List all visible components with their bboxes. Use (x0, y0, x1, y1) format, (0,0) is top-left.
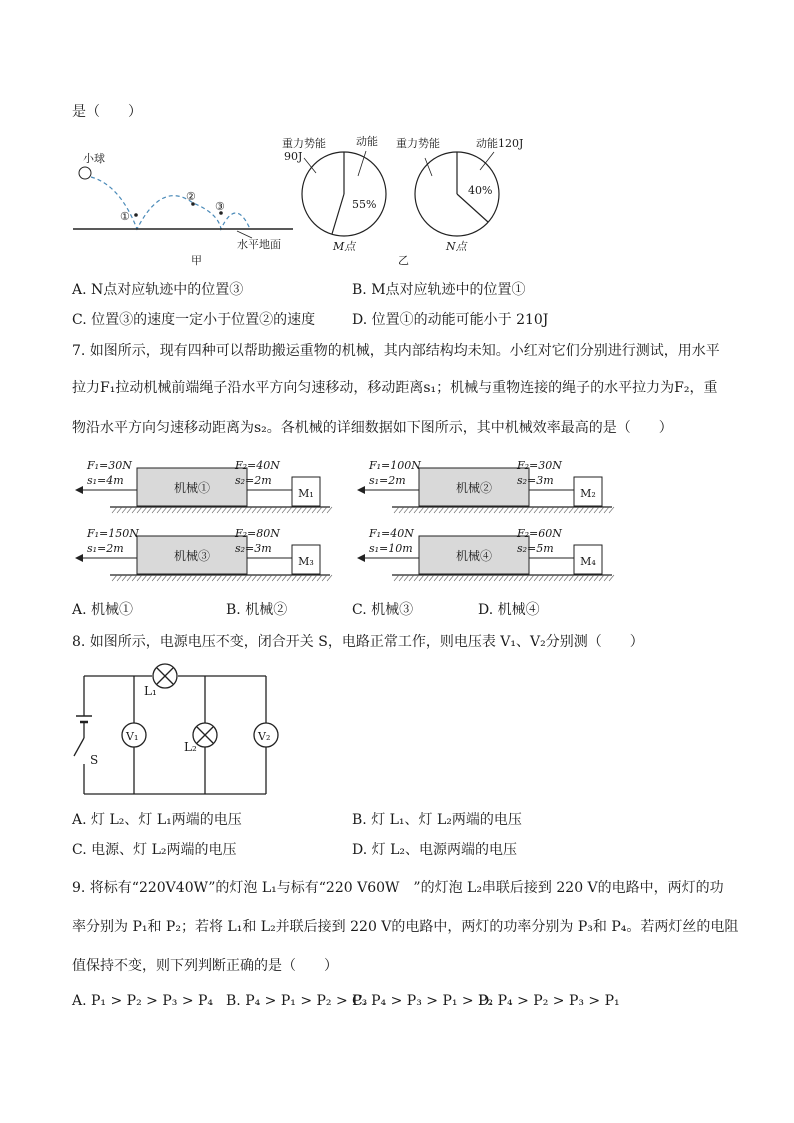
q9-option-c[interactable]: C. P₄ > P₃ > P₁ > P₂ (352, 993, 494, 1009)
f1-label-4: F₁=40N (369, 527, 414, 540)
f2-label-4: F₂=60N (517, 527, 562, 540)
s1-label-1: s₁=4m (87, 474, 124, 487)
ground-hatch (162, 507, 167, 513)
ground-hatch (444, 575, 449, 581)
pie-n-ke-label: 动能120J (476, 137, 524, 150)
ground-hatch (449, 507, 454, 513)
ground-hatch (489, 507, 494, 513)
ground-hatch (454, 507, 459, 513)
ground-hatch (322, 575, 327, 581)
ground-hatch (479, 575, 484, 581)
ground-hatch (439, 507, 444, 513)
pull-arrow-2 (357, 486, 365, 494)
ground-hatch (534, 575, 539, 581)
ground-hatch (499, 575, 504, 581)
ground-hatch (424, 507, 429, 513)
ground-hatch (474, 575, 479, 581)
weight-label-1: M₁ (298, 487, 314, 500)
ground-hatch (237, 575, 242, 581)
ground-hatch (312, 575, 317, 581)
ground-hatch (127, 575, 132, 581)
q6-option-c[interactable]: C. 位置③的速度一定小于位置②的速度 (72, 312, 316, 328)
ground-hatch (142, 507, 147, 513)
q9-option-b[interactable]: B. P₄ > P₁ > P₂ > P₃ (226, 993, 368, 1009)
ground-hatch (464, 507, 469, 513)
ground-hatch (272, 507, 277, 513)
ground-hatch (157, 507, 162, 513)
q7-stem-line1: 7. 如图所示，现有四种可以帮助搬运重物的机械，其内部结构均未知。小红对它们分别进行测试，用水平 (72, 343, 720, 359)
ground-hatch (122, 507, 127, 513)
ground-hatch (242, 507, 247, 513)
ground-hatch (434, 575, 439, 581)
ground-hatch (307, 507, 312, 513)
ground-hatch (237, 507, 242, 513)
pie-m-ke-label: 动能 (356, 135, 378, 148)
ground-hatch (277, 575, 282, 581)
ground-hatch (287, 575, 292, 581)
ground-hatch (409, 575, 414, 581)
ground-hatch (504, 507, 509, 513)
ground-hatch (182, 575, 187, 581)
ground-hatch (484, 507, 489, 513)
ground-hatch (207, 507, 212, 513)
ground-hatch (549, 507, 554, 513)
ground-hatch (312, 507, 317, 513)
ground-hatch (317, 507, 322, 513)
ground-hatch (192, 575, 197, 581)
circuit-labels (90, 684, 270, 767)
pie-m-divider (332, 194, 344, 234)
ground-hatch (494, 507, 499, 513)
ground-hatch (544, 507, 549, 513)
ground-hatch (197, 507, 202, 513)
ground-hatch (539, 575, 544, 581)
pie-n-point: N点 (446, 240, 467, 253)
pull-arrow-1 (75, 486, 83, 494)
switch-s-label: S (90, 753, 99, 767)
ground-hatch (232, 575, 237, 581)
machine-name-1: 机械① (173, 481, 211, 495)
ground-hatch (469, 507, 474, 513)
ground-hatch (132, 507, 137, 513)
ground-hatch (599, 575, 604, 581)
q8-option-c[interactable]: C. 电源、灯 L₂两端的电压 (72, 842, 237, 858)
ground-hatch (257, 507, 262, 513)
ground-hatch (207, 575, 212, 581)
ground-hatch (262, 575, 267, 581)
ground-hatch (609, 575, 614, 581)
ground-hatch (252, 575, 257, 581)
s2-label-4: s₂=5m (517, 542, 554, 555)
ground-hatch (262, 507, 267, 513)
point-2-label: ② (186, 190, 196, 203)
ground-hatch (444, 507, 449, 513)
q6-option-a[interactable]: A. N点对应轨迹中的位置③ (72, 282, 244, 298)
ground-hatch (594, 507, 599, 513)
pie-chart-m (282, 134, 386, 253)
voltmeter-v2-label: V₂ (258, 730, 271, 743)
point-3-label: ③ (215, 200, 225, 213)
ground-hatch (404, 507, 409, 513)
ground-hatch (589, 575, 594, 581)
q7-option-d[interactable]: D. 机械④ (478, 602, 540, 618)
point-1-label: ① (120, 210, 130, 223)
ground-hatch (509, 575, 514, 581)
ground-hatch (479, 507, 484, 513)
ground-hatch (132, 575, 137, 581)
ground-hatch (127, 507, 132, 513)
q9-option-a[interactable]: A. P₁ > P₂ > P₃ > P₄ (72, 993, 214, 1009)
weight-label-4: M₄ (580, 555, 596, 568)
ground-hatch (302, 507, 307, 513)
ground-hatch (187, 507, 192, 513)
pull-arrow-3 (75, 554, 83, 562)
s1-label-2: s₁=2m (369, 474, 406, 487)
q6-stem-tail: 是（ ） (72, 104, 142, 120)
ground-hatch (574, 575, 579, 581)
ground-hatch (202, 575, 207, 581)
fig2-caption: 乙 (398, 254, 409, 267)
ground-hatch (222, 507, 227, 513)
ground-hatch (514, 507, 519, 513)
q7-option-c[interactable]: C. 机械③ (352, 602, 414, 618)
f1-label-2: F₁=100N (369, 459, 421, 472)
s2-label-1: s₂=2m (235, 474, 272, 487)
q9-stem-line1: 9. 将标有“220V40W”的灯泡 L₁与标有“220 V60W ”的灯泡 L₂串联后接到 220 V的电路中，两灯的功 (72, 880, 724, 896)
voltmeter-v1-label: V₁ (126, 730, 139, 743)
ground-hatch (599, 507, 604, 513)
ground-hatch (137, 507, 142, 513)
pie-chart-n (396, 136, 523, 253)
pie-m-pe-leader (304, 158, 316, 173)
ground-hatch (604, 575, 609, 581)
ground-hatch (434, 507, 439, 513)
pie-m-pe-value: 90J (284, 150, 303, 163)
machine-diagrams (75, 459, 614, 581)
ground-hatch (569, 575, 574, 581)
ground-hatch (247, 575, 252, 581)
s2-label-3: s₂=3m (235, 542, 272, 555)
ground-hatch (327, 575, 332, 581)
q8-option-b[interactable]: B. 灯 L₁、灯 L₂两端的电压 (352, 812, 522, 828)
ground-hatch (519, 575, 524, 581)
ground-hatch (112, 507, 117, 513)
ground-hatch (529, 507, 534, 513)
ground-hatch (414, 575, 419, 581)
ground-hatch (454, 575, 459, 581)
ground-hatch (232, 507, 237, 513)
ground-hatch (504, 575, 509, 581)
ground-hatch (292, 507, 297, 513)
ground-hatch (459, 575, 464, 581)
ground-hatch (429, 507, 434, 513)
ground-hatch (217, 507, 222, 513)
ground-hatch (574, 507, 579, 513)
ground-hatch (554, 575, 559, 581)
pie-m-pct: 55% (352, 198, 377, 211)
ground-hatch (167, 507, 172, 513)
ground-label: 水平地面 (237, 238, 281, 251)
ground-hatch (172, 575, 177, 581)
ground-hatch (247, 507, 252, 513)
ground-hatch (277, 507, 282, 513)
f2-label-3: F₂=80N (235, 527, 280, 540)
ground-hatch (157, 575, 162, 581)
f1-label-3: F₁=150N (87, 527, 139, 540)
ground-hatch (524, 507, 529, 513)
f1-label-1: F₁=30N (87, 459, 132, 472)
ground-hatch (544, 575, 549, 581)
ground-hatch (584, 507, 589, 513)
ground-hatch (559, 575, 564, 581)
ground-hatch (187, 575, 192, 581)
ground-hatch (564, 575, 569, 581)
ground-hatch (399, 575, 404, 581)
q8-option-d[interactable]: D. 灯 L₂、电源两端的电压 (352, 842, 517, 858)
ground-hatch (317, 575, 322, 581)
pie-n-pe-label: 重力势能 (396, 137, 440, 150)
ground-hatch (272, 575, 277, 581)
ground-hatch (514, 575, 519, 581)
ground-hatch (554, 507, 559, 513)
ground-hatch (242, 575, 247, 581)
ground-hatch (257, 575, 262, 581)
ground-hatch (409, 507, 414, 513)
ground-hatch (509, 507, 514, 513)
ground-hatch (302, 575, 307, 581)
ground-hatch (287, 507, 292, 513)
ground-hatch (217, 575, 222, 581)
ground-hatch (534, 507, 539, 513)
machine-name-4: 机械④ (455, 549, 493, 563)
ground-hatch (494, 575, 499, 581)
pie-m-pe-label: 重力势能 (282, 137, 326, 150)
f2-label-2: F₂=30N (517, 459, 562, 472)
ground-hatch (449, 575, 454, 581)
ground-hatch (137, 575, 142, 581)
ground-hatch (177, 507, 182, 513)
q9-stem-line3: 值保持不变，则下列判断正确的是（ ） (72, 958, 338, 974)
ground-hatch (172, 507, 177, 513)
ground-hatch (394, 507, 399, 513)
ground-hatch (112, 575, 117, 581)
ground-hatch (459, 507, 464, 513)
ground-hatch (182, 507, 187, 513)
s2-label-2: s₂=3m (517, 474, 554, 487)
ground-hatch (579, 507, 584, 513)
q6-option-b[interactable]: B. M点对应轨迹中的位置① (352, 282, 526, 298)
ground-hatch (117, 575, 122, 581)
f2-label-1: F₂=40N (235, 459, 280, 472)
q8-option-a[interactable]: A. 灯 L₂、灯 L₁两端的电压 (72, 812, 242, 828)
pie-n-divider (457, 194, 488, 222)
ground-hatch (394, 575, 399, 581)
ground-hatch (399, 507, 404, 513)
trajectory-figure (73, 151, 293, 267)
ground-hatch (484, 575, 489, 581)
ground-hatch (327, 507, 332, 513)
q9-stem-line2: 率分别为 P₁和 P₂；若将 L₁和 L₂并联后接到 220 V的电路中，两灯的功率分别为 P₃和 P₄。若两灯丝的电阻 (72, 919, 739, 935)
s1-label-3: s₁=2m (87, 542, 124, 555)
q7-option-b[interactable]: B. 机械② (226, 602, 288, 618)
pie-n-pct: 40% (468, 184, 493, 197)
ground-hatch (464, 575, 469, 581)
ground-hatch (307, 575, 312, 581)
point-1-dot (134, 213, 138, 217)
ground-hatch (142, 575, 147, 581)
ground-hatch (519, 507, 524, 513)
ground-hatch (474, 507, 479, 513)
ground-hatch (152, 507, 157, 513)
ground-hatch (489, 575, 494, 581)
ground-hatch (282, 507, 287, 513)
machine-name-2: 机械② (455, 481, 493, 495)
ground-hatch (177, 575, 182, 581)
q8-stem: 8. 如图所示，电源电压不变，闭合开关 S，电路正常工作，则电压表 V₁、V₂分别测（ ） (72, 634, 644, 650)
ground-hatch (147, 575, 152, 581)
ground-hatch (569, 507, 574, 513)
ground-hatch (222, 575, 227, 581)
ground-hatch (589, 507, 594, 513)
ground-hatch (499, 507, 504, 513)
trajectory-path (91, 177, 250, 229)
ground-hatch (322, 507, 327, 513)
ground-hatch (564, 507, 569, 513)
ground-hatch (609, 507, 614, 513)
q6-option-d[interactable]: D. 位置①的动能可能小于 210J (352, 312, 549, 328)
ground-hatch (167, 575, 172, 581)
ground-hatch (424, 575, 429, 581)
ground-hatch (192, 507, 197, 513)
ground-hatch (147, 507, 152, 513)
ground-hatch (429, 575, 434, 581)
weight-label-3: M₃ (298, 555, 314, 568)
ball (79, 167, 91, 179)
ground-hatch (594, 575, 599, 581)
ground-hatch (297, 507, 302, 513)
q7-option-a[interactable]: A. 机械① (72, 602, 134, 618)
ground-hatch (162, 575, 167, 581)
ground-hatch (404, 575, 409, 581)
ground-label-leader (237, 231, 252, 238)
ground-hatch (414, 507, 419, 513)
ground-hatch (297, 575, 302, 581)
ground-hatch (122, 575, 127, 581)
ground-hatch (539, 507, 544, 513)
ground-hatch (117, 507, 122, 513)
ground-hatch (584, 575, 589, 581)
lamp-l2-label: L₂ (184, 740, 197, 754)
ground-hatch (252, 507, 257, 513)
ground-hatch (152, 575, 157, 581)
ground-hatch (267, 575, 272, 581)
ground-hatch (197, 575, 202, 581)
ground-hatch (439, 575, 444, 581)
ground-hatch (212, 507, 217, 513)
ground-hatch (282, 575, 287, 581)
q7-stem-line3: 物沿水平方向匀速移动距离为s₂。各机械的详细数据如下图所示，其中机械效率最高的是（ ） (72, 420, 673, 436)
ground-hatch (419, 575, 424, 581)
ball-label: 小球 (83, 152, 105, 165)
weight-label-2: M₂ (580, 487, 596, 500)
ground-hatch (579, 575, 584, 581)
ground-hatch (604, 507, 609, 513)
ground-hatch (212, 575, 217, 581)
s1-label-4: s₁=10m (369, 542, 413, 555)
ground-hatch (292, 575, 297, 581)
lamp-l1-label: L₁ (144, 684, 157, 698)
ground-hatch (419, 507, 424, 513)
ground-hatch (227, 575, 232, 581)
ground-hatch (267, 507, 272, 513)
pull-arrow-4 (357, 554, 365, 562)
ground-hatch (469, 575, 474, 581)
ground-hatch (227, 507, 232, 513)
machine-name-3: 机械③ (173, 549, 211, 563)
q9-option-d[interactable]: D. P₄ > P₂ > P₃ > P₁ (478, 993, 620, 1009)
pie-m-point: M点 (333, 240, 356, 253)
ground-hatch (529, 575, 534, 581)
fig1-caption: 甲 (191, 254, 202, 267)
ground-hatch (549, 575, 554, 581)
circuit-diagram (74, 664, 278, 794)
ground-hatch (202, 507, 207, 513)
q7-stem-line2: 拉力F₁拉动机械前端绳子沿水平方向匀速移动，移动距离s₁；机械与重物连接的绳子的水平拉力为F₂，重 (72, 380, 718, 396)
ground-hatch (524, 575, 529, 581)
ground-hatch (559, 507, 564, 513)
